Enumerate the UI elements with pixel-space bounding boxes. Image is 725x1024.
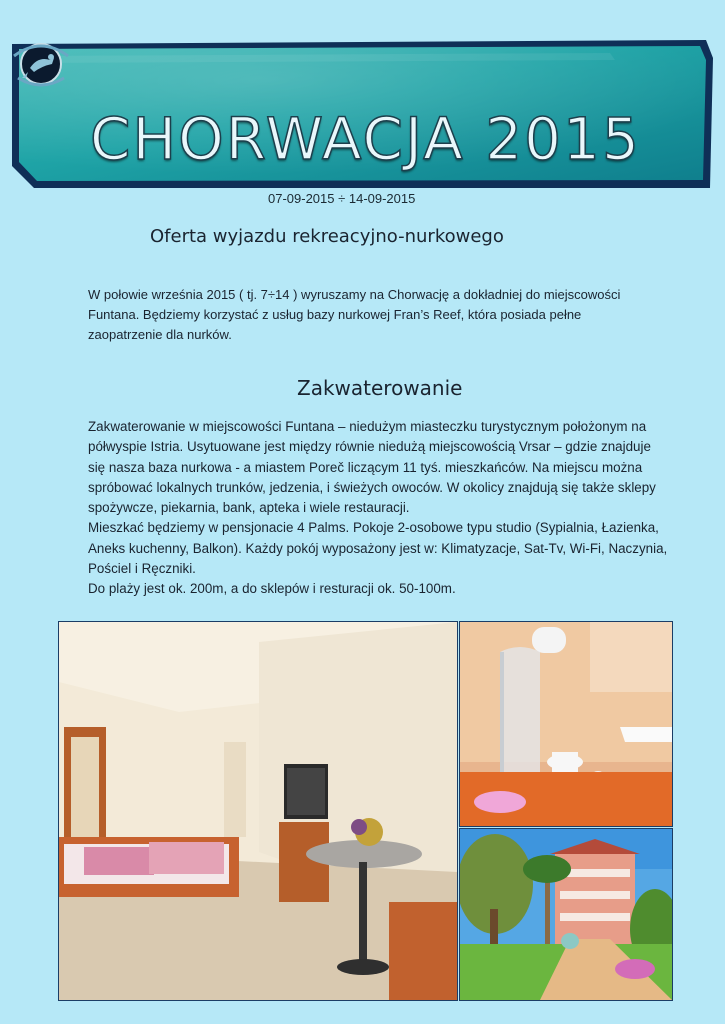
guesthouse-photo: [459, 828, 673, 1001]
offer-heading: Oferta wyjazdu rekreacyjno-nurkowego: [150, 226, 504, 247]
bathroom-photo: [459, 621, 673, 827]
intro-paragraph: W połowie września 2015 ( tj. 7÷14 ) wyruszamy na Chorwację a dokładniej do miejscowości Funtana. Będziemy korzystać z usług bazy nurkowej Fran’s Reef, która posiada pełne zaopatrzenie dla nurków.: [88, 287, 621, 342]
accommodation-paragraph-location: Zakwaterowanie w miejscowości Funtana – niedużym miasteczku turystycznym położonym na półwyspie Istria. Usytuowane jest między równie niedużą miejscowością Vrsar – gdzie znajduje się nasza baza nurkowa - a miastem Poreč liczącym 11 tyś. mieszkańców. Na miejscu można spróbować lokalnych trunków, jedzenia, i świeżych owoców. W okolicy znajdują się także sklepy spożywcze, piekarnia, bank, apteka i wiele restauracji.: [88, 419, 656, 516]
accommodation-paragraph-distances: Do plaży jest ok. 200m, a do sklepów i resturacji ok. 50-100m.: [88, 581, 456, 597]
header-banner: [10, 38, 715, 206]
accommodation-text: [88, 417, 668, 600]
diver-logo-icon: [10, 38, 72, 88]
accommodation-paragraph-rooms: Mieszkać będziemy w pensjonacie 4 Palms. Pokoje 2-osobowe typu studio (Sypialnia, Łazienka, Aneks kuchenny, Balkon). Każdy pokój wyposażony jest w: Klimatyzacje, Sat-Tv, Wi-Fi, Naczynia, Pościel i Ręczniki.: [88, 520, 668, 577]
accommodation-heading: Zakwaterowanie: [297, 376, 463, 400]
studio-room-photo: [58, 621, 458, 1001]
trip-dates: 07-09-2015 ÷ 14-09-2015: [268, 191, 416, 206]
page-title: CHORWACJA 2015: [90, 105, 641, 173]
